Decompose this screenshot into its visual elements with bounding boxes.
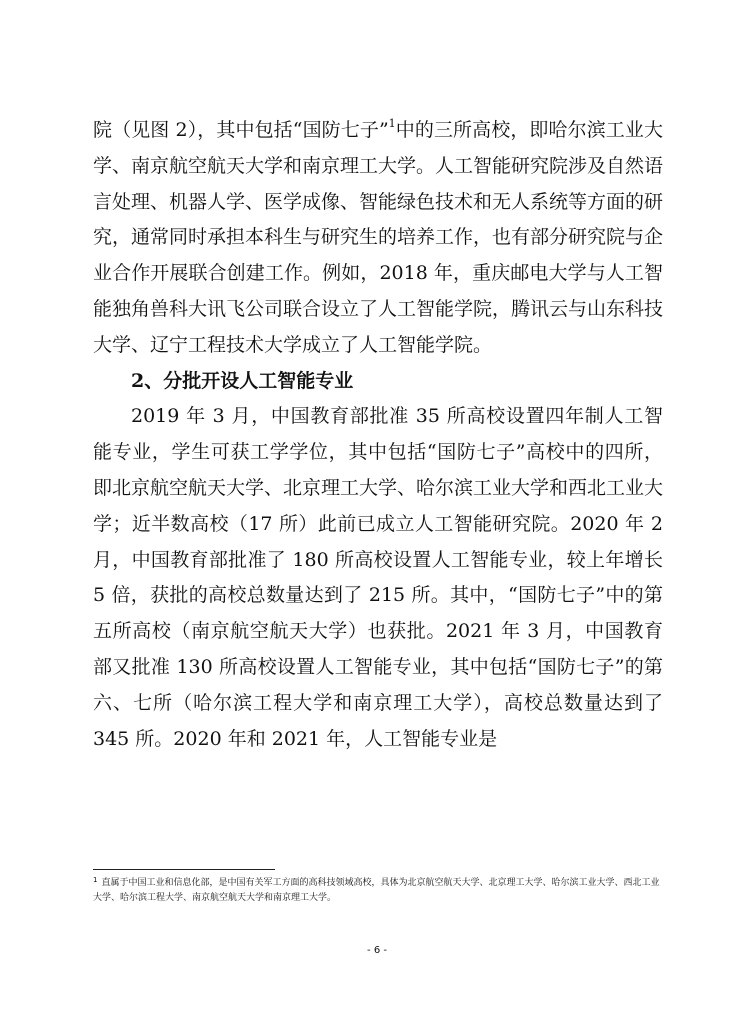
footnote-divider [93, 869, 275, 870]
footnote [93, 876, 668, 906]
paragraph: 2019 年 3 月，中国教育部批准 35 所高校设置四年制人工智能专业，学生可获工学学位，其中包括“国防七子”高校中的四所，即北京航空航天大学、北京理工大学、哈尔滨工业大学和西北工业大学；近半数高校（17 所）此前已成立人工智能研究院。2020 年 2 月，中国教育部批准了 180 所高校设置人工智能专业，较上年增长 5 倍，获批的高校总数量达到了 215 所。其中，“国防七子”中的第五所高校（南京航空航天大学）也获批。2021 年 3 月，中国教育部又批准 130 所高校设置人工智能专业，其中包括“国防七子”的第六、七所（哈尔滨工程大学和南京理工大学），高校总数量达到了 345 所。2020 年和 2021 年，人工智能专业是 [93, 405, 664, 750]
footnote-mark: 1 [93, 876, 98, 884]
footnote-text: 直属于中国工业和信息化部，是中国有关军工方面的高科技领域高校，具体为北京航空航天大学、北京理工大学、哈尔滨工业大学、西北工业大学、哈尔滨工程大学、南京航空航天大学和南京理工大学。 [93, 878, 660, 903]
footnote-reference[interactable]: 1 [388, 117, 396, 130]
paragraph-text: 院（见图 2），其中包括“国防七子” [93, 119, 389, 141]
body-text [93, 113, 663, 757]
section-heading: 2、分批开设人工智能专业 [131, 369, 354, 392]
paragraph-continued [93, 113, 663, 364]
page-number: - 6 - [367, 945, 387, 956]
paragraph-text: 中的三所高校，即哈尔滨工业大学、南京航空航天大学和南京理工大学。人工智能研究院涉及自然语言处理、机器人学、医学成像、智能绿色技术和无人系统等方面的研究，通常同时承担本科生与研究生的培养工作，也有部分研究院与企业合作开展联合创建工作。例如，2018 年，重庆邮电大学与人工智能独角兽科大讯飞公司联合设立了人工智能学院，腾讯云与山东科技大学、辽宁工程技术大学成立了人工智能学院。 [93, 119, 664, 356]
